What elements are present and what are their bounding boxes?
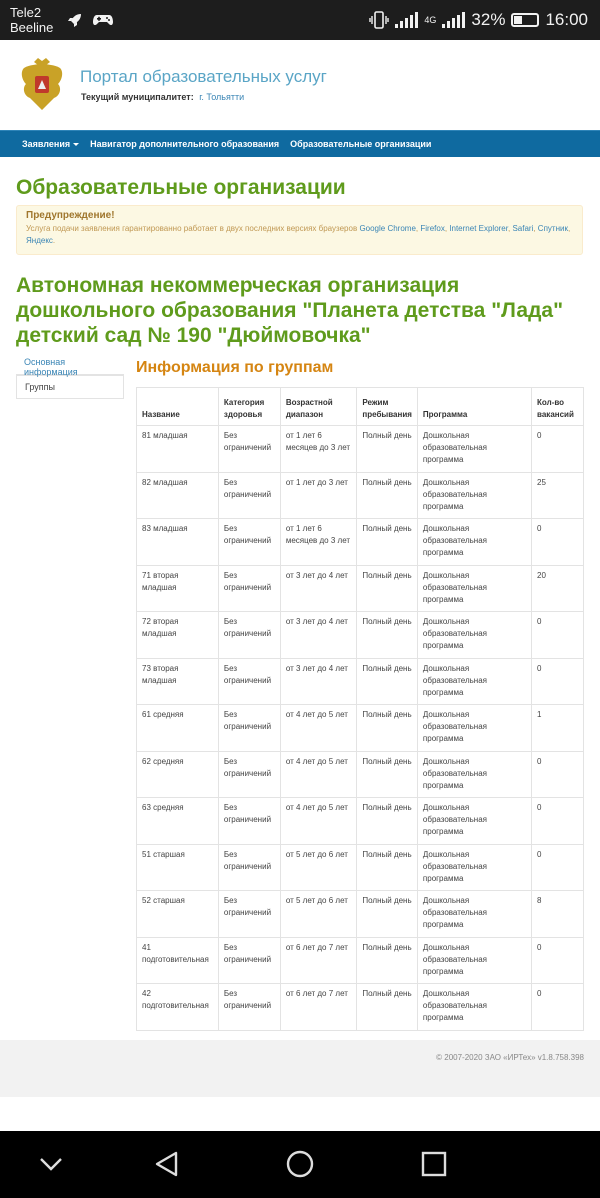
program: Дошкольная образовательная программа xyxy=(417,984,531,1031)
col-program: Программа xyxy=(417,388,531,426)
age-range: от 5 лет до 6 лет xyxy=(280,844,357,891)
battery-icon xyxy=(511,13,539,27)
col-vacancies: Кол-во вакансий xyxy=(532,388,584,426)
vacancies: 0 xyxy=(532,658,584,705)
age-range: от 6 лет до 7 лет xyxy=(280,984,357,1031)
age-range: от 5 лет до 6 лет xyxy=(280,891,357,938)
table-row xyxy=(137,937,584,984)
stay-mode: Полный день xyxy=(357,658,418,705)
carrier-names xyxy=(10,5,62,35)
health-category: Без ограничений xyxy=(218,891,280,938)
group-name: 73 вторая младшая xyxy=(137,658,219,705)
group-name: 82 младшая xyxy=(137,472,219,519)
age-range: от 3 лет до 4 лет xyxy=(280,658,357,705)
emblem-icon[interactable] xyxy=(16,56,68,114)
program: Дошкольная образовательная программа xyxy=(417,937,531,984)
warning-text: Услуга подачи заявления гарантированно работает в двух последних версиях браузеров Google Chrome, Firefox, Internet Explorer, Safari, Спутник, Яндекс. xyxy=(26,224,571,245)
chevron-down-icon[interactable] xyxy=(36,1149,66,1179)
groups-table xyxy=(136,387,584,1031)
health-category: Без ограничений xyxy=(218,984,280,1031)
stay-mode: Полный день xyxy=(357,798,418,845)
program: Дошкольная образовательная программа xyxy=(417,472,531,519)
stay-mode: Полный день xyxy=(357,705,418,752)
vacancies: 0 xyxy=(532,937,584,984)
group-name: 63 средняя xyxy=(137,798,219,845)
stay-mode: Полный день xyxy=(357,891,418,938)
table-row xyxy=(137,565,584,612)
program: Дошкольная образовательная программа xyxy=(417,751,531,798)
municipality-label: Текущий муниципалитет: xyxy=(81,92,194,102)
nav-label: Заявления xyxy=(22,139,71,149)
nav-navigator[interactable]: Навигатор дополнительного образования xyxy=(90,139,280,149)
age-range: от 1 лет до 3 лет xyxy=(280,472,357,519)
municipality xyxy=(81,92,244,102)
back-icon[interactable] xyxy=(152,1149,182,1179)
site-header xyxy=(0,40,600,130)
program: Дошкольная образовательная программа xyxy=(417,565,531,612)
health-category: Без ограничений xyxy=(218,426,280,473)
organization-name: Автономная некоммерческая организация дошкольного образования "Планета детства "Лада" детский сад № 190 "Дюймовочка" xyxy=(16,274,564,347)
vacancies: 0 xyxy=(532,798,584,845)
vacancies: 8 xyxy=(532,891,584,938)
col-age: Возрастной диапазон xyxy=(280,388,357,426)
group-name: 81 младшая xyxy=(137,426,219,473)
age-range: от 1 лет 6 месяцев до 3 лет xyxy=(280,426,357,473)
link-safari[interactable]: Safari xyxy=(512,224,534,233)
health-category: Без ограничений xyxy=(218,844,280,891)
group-name: 61 средняя xyxy=(137,705,219,752)
age-range: от 3 лет до 4 лет xyxy=(280,612,357,659)
age-range: от 1 лет 6 месяцев до 3 лет xyxy=(280,519,357,566)
health-category: Без ограничений xyxy=(218,937,280,984)
vacancies: 0 xyxy=(532,426,584,473)
group-name: 83 младшая xyxy=(137,519,219,566)
sidebar-item-main-info[interactable]: Основная информация xyxy=(16,351,124,375)
carrier-2: Beeline xyxy=(10,20,54,35)
sidebar-item-groups[interactable]: Группы xyxy=(16,375,124,399)
group-name: 71 вторая младшая xyxy=(137,565,219,612)
program: Дошкольная образовательная программа xyxy=(417,658,531,705)
table-row xyxy=(137,751,584,798)
program: Дошкольная образовательная программа xyxy=(417,798,531,845)
portal-title[interactable]: Портал образовательных услуг xyxy=(80,67,327,86)
program: Дошкольная образовательная программа xyxy=(417,519,531,566)
stay-mode: Полный день xyxy=(357,519,418,566)
col-name: Название xyxy=(137,388,219,426)
copyright: © 2007-2020 ЗАО «ИРТех» v1.8.758.398 xyxy=(436,1053,584,1062)
nav-organizations[interactable]: Образовательные организации xyxy=(290,139,432,149)
health-category: Без ограничений xyxy=(218,519,280,566)
carrier-1: Tele2 xyxy=(10,5,42,20)
health-category: Без ограничений xyxy=(218,705,280,752)
signal-icon-2 xyxy=(442,12,465,28)
program: Дошкольная образовательная программа xyxy=(417,612,531,659)
program: Дошкольная образовательная программа xyxy=(417,844,531,891)
health-category: Без ограничений xyxy=(218,565,280,612)
stay-mode: Полный день xyxy=(357,565,418,612)
page-title: Образовательные организации xyxy=(16,176,346,199)
health-category: Без ограничений xyxy=(218,751,280,798)
rocket-icon xyxy=(66,11,84,29)
health-category: Без ограничений xyxy=(218,472,280,519)
main-nav xyxy=(0,130,600,157)
home-icon[interactable] xyxy=(285,1149,315,1179)
groups-heading: Информация по группам xyxy=(136,359,334,376)
health-category: Без ограничений xyxy=(218,658,280,705)
vacancies: 0 xyxy=(532,751,584,798)
browser-warning xyxy=(16,205,583,255)
gamepad-icon xyxy=(92,11,114,29)
footer xyxy=(0,1040,600,1097)
age-range: от 4 лет до 5 лет xyxy=(280,751,357,798)
vacancies: 1 xyxy=(532,705,584,752)
network-type: 4G xyxy=(424,14,437,25)
stay-mode: Полный день xyxy=(357,751,418,798)
group-name: 52 старшая xyxy=(137,891,219,938)
group-name: 72 вторая младшая xyxy=(137,612,219,659)
recents-icon[interactable] xyxy=(419,1149,449,1179)
stay-mode: Полный день xyxy=(357,426,418,473)
table-row xyxy=(137,658,584,705)
table-header-row xyxy=(137,388,584,426)
age-range: от 4 лет до 5 лет xyxy=(280,798,357,845)
col-mode: Режим пребывания xyxy=(357,388,418,426)
table-row xyxy=(137,612,584,659)
table-row xyxy=(137,984,584,1031)
stay-mode: Полный день xyxy=(357,937,418,984)
stay-mode: Полный день xyxy=(357,472,418,519)
link-ie[interactable]: Internet Explorer xyxy=(449,224,508,233)
vacancies: 20 xyxy=(532,565,584,612)
signal-icon xyxy=(395,12,418,28)
group-name: 51 старшая xyxy=(137,844,219,891)
table-row xyxy=(137,891,584,938)
table-row xyxy=(137,426,584,473)
vacancies: 0 xyxy=(532,519,584,566)
sidebar-menu xyxy=(16,351,124,399)
group-name: 62 средняя xyxy=(137,751,219,798)
android-nav-bar xyxy=(0,1131,600,1198)
table-row xyxy=(137,798,584,845)
vacancies: 25 xyxy=(532,472,584,519)
health-category: Без ограничений xyxy=(218,612,280,659)
vacancies: 0 xyxy=(532,984,584,1031)
warning-title: Предупреждение! xyxy=(26,210,115,221)
program: Дошкольная образовательная программа xyxy=(417,426,531,473)
program: Дошкольная образовательная программа xyxy=(417,705,531,752)
stay-mode: Полный день xyxy=(357,844,418,891)
stay-mode: Полный день xyxy=(357,612,418,659)
col-health: Категория здоровья xyxy=(218,388,280,426)
nav-applications[interactable] xyxy=(22,139,79,149)
program: Дошкольная образовательная программа xyxy=(417,891,531,938)
link-sputnik[interactable]: Спутник xyxy=(537,224,568,233)
table-row xyxy=(137,705,584,752)
vacancies: 0 xyxy=(532,612,584,659)
table-row xyxy=(137,844,584,891)
warning-message: Услуга подачи заявления гарантированно работает в двух последних версиях браузеров xyxy=(26,224,358,233)
group-name: 42 подготовительная xyxy=(137,984,219,1031)
chevron-down-icon xyxy=(73,143,79,146)
status-bar xyxy=(0,0,600,40)
health-category: Без ограничений xyxy=(218,798,280,845)
link-yandex[interactable]: Яндекс xyxy=(26,236,53,245)
battery-percent: 32% xyxy=(471,10,506,29)
stay-mode: Полный день xyxy=(357,984,418,1031)
table-row xyxy=(137,472,584,519)
link-chrome[interactable]: Google Chrome xyxy=(359,224,416,233)
table-row xyxy=(137,519,584,566)
vacancies: 0 xyxy=(532,844,584,891)
age-range: от 3 лет до 4 лет xyxy=(280,565,357,612)
vibrate-icon xyxy=(369,11,389,29)
group-name: 41 подготовительная xyxy=(137,937,219,984)
link-firefox[interactable]: Firefox xyxy=(420,224,445,233)
age-range: от 4 лет до 5 лет xyxy=(280,705,357,752)
age-range: от 6 лет до 7 лет xyxy=(280,937,357,984)
municipality-link[interactable]: г. Тольятти xyxy=(199,92,245,102)
clock: 16:00 xyxy=(545,10,588,29)
